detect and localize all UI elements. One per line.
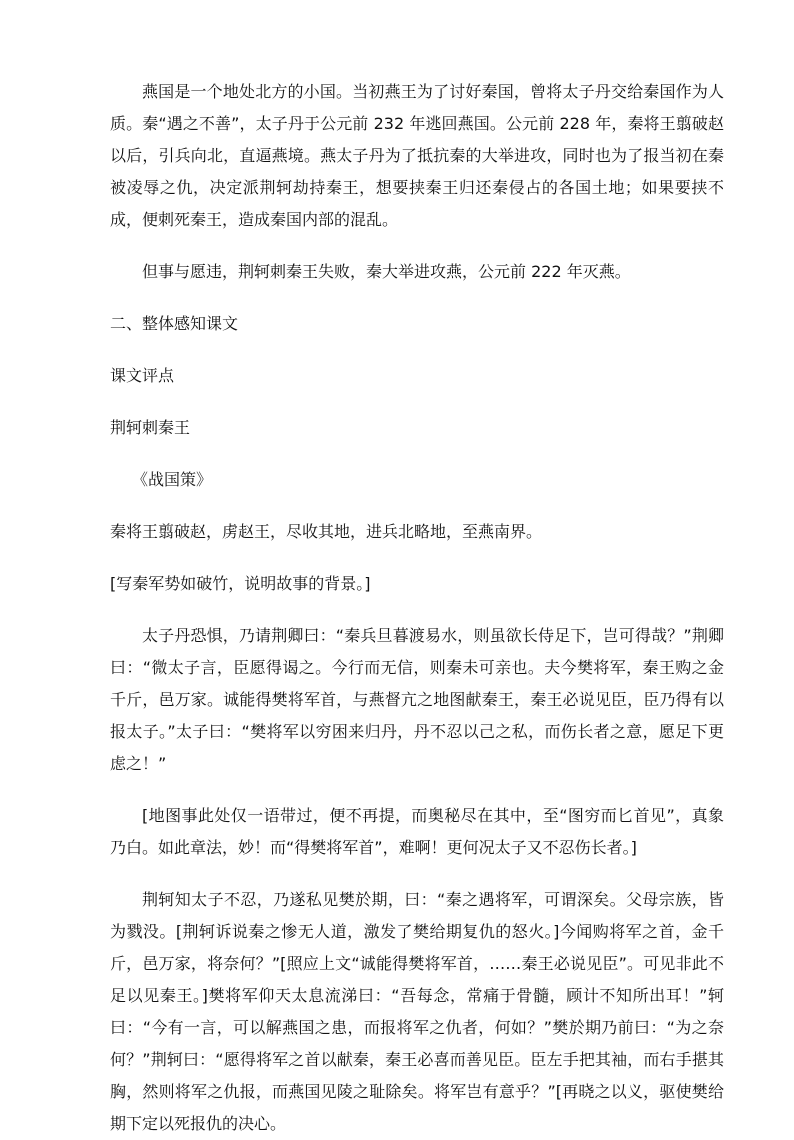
text-paragraph: 太子丹恐惧，乃请荆卿曰：“秦兵旦暮渡易水，则虽欲长侍足下，岂可得哉？”荆卿曰：“微太子言，臣愿得谒之。今行而无信，则秦未可亲也。夫今樊将军，秦王购之金千斤，邑万家。诚能得樊将军首，与燕督亢之地图献秦王，秦王必说见臣，臣乃得有以报太子。”太子曰：“樊将军以穷困来归丹，丹不忍以己之私，而伤长者之意，愿足下更虑之！”: [110, 626, 724, 773]
outcome-paragraph: 但事与愿违，荆轲刺秦王失败，秦大举进攻燕，公元前 222 年灭燕。: [142, 262, 631, 281]
subsection-heading: 课文评点: [110, 366, 175, 385]
section-heading: 二、整体感知课文: [110, 314, 239, 333]
text-paragraph: 秦将王翦破赵，虏赵王，尽收其地，进兵北略地，至燕南界。: [110, 522, 543, 541]
document-page: [110, 76, 724, 1140]
text-paragraph: 荆轲知太子不忍，乃遂私见樊於期，曰：“秦之遇将军，可谓深矣。父母宗族，皆为戮没。[荆轲诉说秦之惨无人道，激发了樊给期复仇的怒火。]今闻购将军之首，金千斤，邑万家，将奈何？”[照应上文“诚能得樊将军首，……秦王必说见臣”。可见非此不足以见秦王。]樊将军仰天太息流涕曰：“吾每念，常痛于骨髓，顾计不知所出耳！”轲曰：“今有一言，可以解燕国之患，而报将军之仇者，何如？”樊於期乃前曰：“为之奈何？”荆轲曰：“愿得将军之首以献秦，秦王必喜而善见臣。臣左手把其袖，而右手揕其胸，然则将军之仇报，而燕国见陵之耻除矣。将军岂有意乎？”[再晓之以义，驱使樊给期下定以死报仇的决心。: [110, 890, 724, 1133]
background-paragraph: 燕国是一个地处北方的小国。当初燕王为了讨好秦国，曾将太子丹交给秦国作为人质。秦“遇之不善”，太子丹于公元前 232 年逃回燕国。公元前 228 年，秦将王翦破赵以后，引兵向北，直逼燕境。燕太子丹为了抵抗秦的大举进攻，同时也为了报当初在秦被凌辱之仇，决定派荆轲劫持秦王，想要挟秦王归还秦侵占的各国土地；如果要挟不成，便刺死秦王，造成秦国内部的混乱。: [110, 82, 724, 229]
text-source: 《战国策》: [132, 470, 213, 489]
commentary-paragraph: [地图事此处仅一语带过，便不再提，而奥秘尽在其中，至“图穷而匕首见”，真象乃白。如此章法，妙！而“得樊将军首”，难啊！更何况太子又不忍伤长者。]: [110, 806, 724, 857]
text-title: 荆轲刺秦王: [110, 418, 191, 437]
commentary-paragraph: [写秦军势如破竹，说明故事的背景。]: [110, 574, 371, 593]
